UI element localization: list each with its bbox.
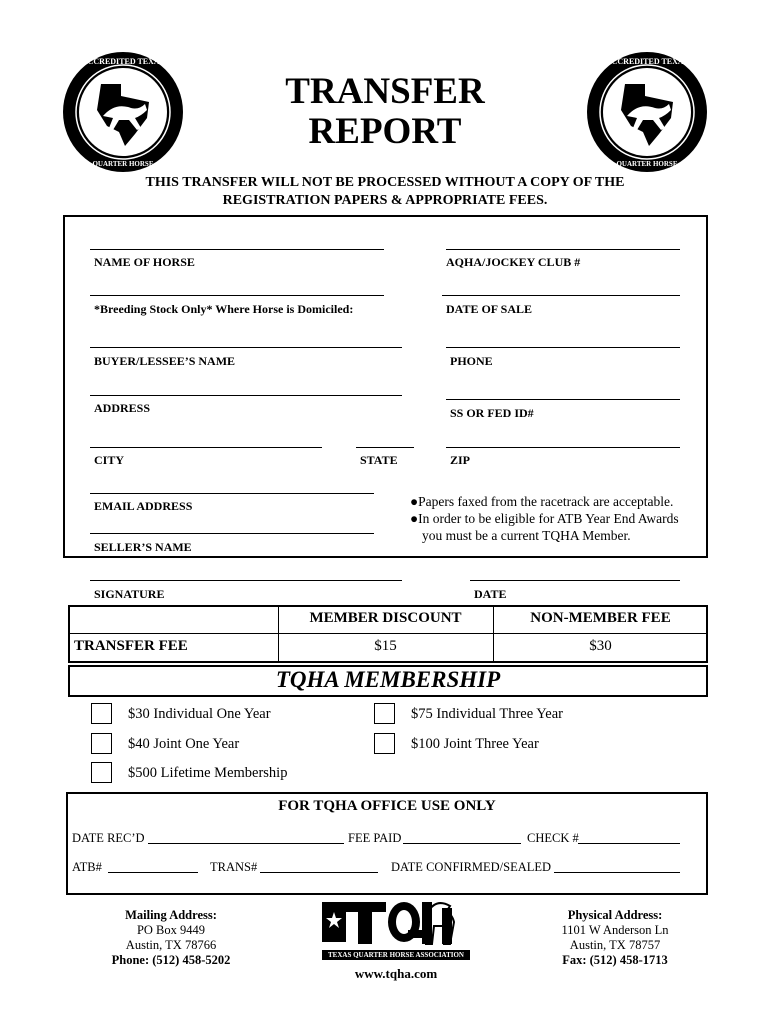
warning-line-2: REGISTRATION PAPERS & APPROPRIATE FEES.	[222, 193, 548, 208]
horse-name-line[interactable]	[90, 249, 384, 250]
svg-text:ACCREDITED TEXAS: ACCREDITED TEXAS	[81, 57, 165, 66]
fee-row-divider	[68, 633, 708, 634]
checkbox-100-joint[interactable]	[374, 733, 395, 754]
member-discount-header: MEMBER DISCOUNT	[309, 610, 462, 626]
member-fee-value: $15	[374, 638, 397, 654]
title-line-2: REPORT	[308, 111, 462, 152]
zip-line[interactable]	[446, 447, 680, 448]
left-seal-logo	[61, 50, 185, 174]
buyer-name-label: BUYER/LESSEE’S NAME	[94, 354, 236, 368]
signature-label: SIGNATURE	[94, 587, 165, 601]
check-line[interactable]	[578, 843, 680, 844]
option-30-individual: $30 Individual One Year	[128, 706, 271, 722]
checkbox-500-lifetime[interactable]	[91, 762, 112, 783]
note-atb: ●In order to be eligible for ATB Year End Awards	[410, 511, 679, 526]
ss-fed-line[interactable]	[446, 399, 680, 400]
tqha-logo-graphic	[322, 898, 470, 952]
phone-line[interactable]	[446, 347, 680, 348]
date-of-sale-label: DATE OF SALE	[446, 302, 533, 316]
nonmember-fee-value: $30	[589, 638, 612, 654]
name-of-horse-label: NAME OF HORSE	[94, 255, 195, 269]
warning-line-1: THIS TRANSFER WILL NOT BE PROCESSED WITHOUT A COPY OF THE	[145, 175, 625, 190]
atb-label: ATB#	[72, 860, 102, 874]
state-label: STATE	[360, 453, 398, 467]
logo-caption: TEXAS QUARTER HORSE ASSOCIATION	[322, 950, 470, 960]
check-label: CHECK #	[527, 831, 579, 845]
email-label: EMAIL ADDRESS	[94, 499, 193, 513]
website-link[interactable]: www.tqha.com	[354, 966, 438, 981]
seller-name-label: SELLER’S NAME	[94, 540, 192, 554]
right-seal-logo	[585, 50, 709, 174]
option-75-individual: $75 Individual Three Year	[411, 706, 563, 722]
date-of-sale-line[interactable]	[442, 295, 680, 296]
date-confirmed-line[interactable]	[554, 872, 680, 873]
physical-line-2: Austin, TX 78757	[569, 938, 661, 952]
breeding-stock-label: *Breeding Stock Only* Where Horse is Domiciled:	[94, 302, 354, 316]
zip-label: ZIP	[450, 453, 471, 467]
svg-text:ACCREDITED TEXAS: ACCREDITED TEXAS	[605, 57, 689, 66]
atb-line[interactable]	[108, 872, 198, 873]
office-use-title: FOR TQHA OFFICE USE ONLY	[278, 798, 496, 814]
date-recd-line[interactable]	[148, 843, 344, 844]
transfer-fee-label: TRANSFER FEE	[74, 638, 188, 654]
fee-paid-label: FEE PAID	[348, 831, 402, 845]
physical-title: Physical Address:	[567, 908, 663, 922]
signature-date-label: DATE	[474, 587, 507, 601]
option-100-joint: $100 Joint Three Year	[411, 736, 539, 752]
aqha-line[interactable]	[446, 249, 680, 250]
city-line[interactable]	[90, 447, 322, 448]
state-line[interactable]	[356, 447, 414, 448]
city-label: CITY	[94, 453, 125, 467]
svg-text:QUARTER HORSE: QUARTER HORSE	[616, 160, 678, 168]
tqha-logo	[322, 898, 470, 962]
phone-label: PHONE	[450, 354, 493, 368]
checkbox-75-individual[interactable]	[374, 703, 395, 724]
date-recd-label: DATE REC’D	[72, 831, 145, 845]
note-member: you must be a current TQHA Member.	[422, 528, 631, 543]
domicile-line[interactable]	[90, 295, 384, 296]
option-500-lifetime: $500 Lifetime Membership	[128, 765, 288, 781]
svg-text:QUARTER HORSE: QUARTER HORSE	[92, 160, 154, 168]
checkbox-40-joint[interactable]	[91, 733, 112, 754]
mailing-title: Mailing Address:	[125, 908, 217, 922]
trans-line[interactable]	[260, 872, 378, 873]
mailing-line-2: Austin, TX 78766	[125, 938, 217, 952]
signature-date-line[interactable]	[470, 580, 680, 581]
mailing-address	[96, 908, 246, 968]
physical-address	[540, 908, 690, 968]
date-confirmed-label: DATE CONFIRMED/SEALED	[391, 860, 552, 874]
membership-title: TQHA MEMBERSHIP	[275, 667, 501, 692]
signature-line[interactable]	[90, 580, 402, 581]
address-line[interactable]	[90, 395, 402, 396]
fee-paid-line[interactable]	[403, 843, 521, 844]
mailing-phone: Phone: (512) 458-5202	[111, 953, 231, 967]
address-label: ADDRESS	[94, 401, 151, 415]
buyer-name-line[interactable]	[90, 347, 402, 348]
nonmember-fee-header: NON-MEMBER FEE	[530, 610, 671, 626]
trans-label: TRANS#	[210, 860, 258, 874]
physical-line-1: 1101 W Anderson Ln	[561, 923, 669, 937]
option-40-joint: $40 Joint One Year	[128, 736, 240, 752]
physical-fax: Fax: (512) 458-1713	[562, 953, 668, 967]
mailing-line-1: PO Box 9449	[136, 923, 206, 937]
checkbox-30-individual[interactable]	[91, 703, 112, 724]
aqha-label: AQHA/JOCKEY CLUB #	[446, 255, 581, 269]
seller-name-line[interactable]	[90, 533, 374, 534]
email-line[interactable]	[90, 493, 374, 494]
title-line-1: TRANSFER	[285, 71, 485, 112]
ss-fed-label: SS OR FED ID#	[450, 406, 534, 420]
note-faxed: ●Papers faxed from the racetrack are acceptable.	[410, 494, 674, 509]
